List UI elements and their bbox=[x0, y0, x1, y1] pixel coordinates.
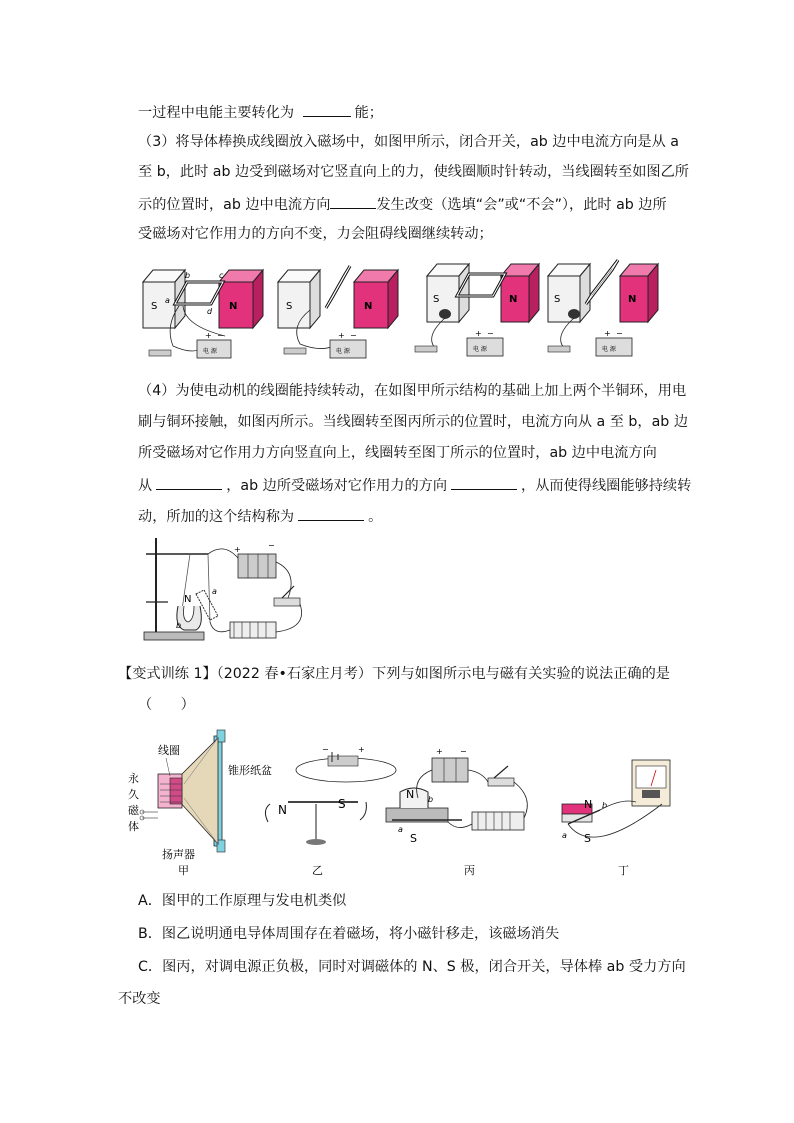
variant-question-title: 【变式训练 1】（2022 春•石家庄月考）下列与如图所示电与磁有关实验的说法正确的是 bbox=[118, 666, 670, 682]
fill-blank[interactable] bbox=[451, 474, 517, 490]
fill-blank[interactable] bbox=[156, 474, 222, 490]
motor-panel-jia bbox=[143, 270, 263, 358]
experiment-bing-motor bbox=[386, 747, 527, 877]
option-a[interactable]: A．图甲的工作原理与发电机类似 bbox=[138, 893, 347, 909]
coil-label-b: b bbox=[185, 271, 191, 280]
magnet-caption-char: 久 bbox=[128, 788, 139, 801]
plus-sign: + bbox=[338, 331, 345, 340]
magnet-caption-char: 磁 bbox=[128, 804, 139, 817]
text-line: （4）为使电动机的线圈能持续转动，在如图甲所示结构的基础上加上两个半铜环，用电 bbox=[138, 383, 687, 399]
coil-label-d: d bbox=[207, 307, 213, 316]
motor-panel-bing bbox=[415, 264, 539, 356]
magnet-n-label: N bbox=[584, 798, 593, 811]
magnet-n-label: N bbox=[509, 294, 518, 305]
magnet-s-label: S bbox=[554, 294, 561, 305]
caption-jia: 甲 bbox=[178, 864, 189, 877]
rod-label-b: b bbox=[428, 795, 434, 804]
power-label: 电 源 bbox=[336, 348, 350, 355]
speaker-caption: 扬声器 bbox=[162, 848, 195, 861]
magnet-s-label: S bbox=[286, 301, 293, 312]
magnet-n-label: N bbox=[406, 788, 415, 801]
fill-blank[interactable] bbox=[303, 101, 351, 117]
option-c[interactable]: C．图丙，对调电源正负极，同时对调磁体的 N、S 极，闭合开关，导体棒 ab 受力方向 bbox=[138, 959, 686, 975]
text-line bbox=[138, 101, 383, 123]
text-line: （3）将导体棒换成线圈放入磁场中，如图甲所示，闭合开关，ab 边中电流方向是从 a bbox=[138, 134, 680, 150]
text-line: 所受磁场对它作用力方向竖直向上，线圈转至图丁所示的位置时，ab 边中电流方向 bbox=[138, 445, 657, 461]
magnet-n-label: N bbox=[364, 301, 373, 312]
minus-sign: − bbox=[616, 329, 623, 338]
minus-sign: − bbox=[268, 541, 275, 550]
text-segment: ，从而使得线圈能够持续转 bbox=[521, 478, 692, 494]
cone-caption: 锥形纸盆 bbox=[228, 764, 272, 777]
coil-label-a: a bbox=[165, 296, 170, 305]
text-line bbox=[138, 505, 382, 527]
magnet-n-label: N bbox=[229, 301, 238, 312]
text-segment: 从 bbox=[138, 478, 153, 494]
minus-sign: − bbox=[322, 745, 329, 754]
power-label: 电 源 bbox=[203, 348, 217, 355]
answer-bracket: （ ） bbox=[138, 697, 195, 713]
text-segment: 示的位置时，ab 边中电流方向 bbox=[138, 197, 331, 213]
text-segment: 能； bbox=[354, 105, 383, 121]
coil-caption: 线圈 bbox=[158, 744, 180, 757]
text-line: 至 b，此时 ab 边受到磁场对它竖直向上的力，使线圈顺时针转动，当线圈转至如图乙所 bbox=[138, 164, 689, 180]
magnet-n-label: N bbox=[628, 294, 637, 305]
coil-label-b: b bbox=[176, 621, 182, 630]
text-line bbox=[138, 193, 667, 215]
rod-label-b: b bbox=[602, 801, 608, 810]
text-segment: ，ab 边所受磁场对它作用力的方向 bbox=[226, 478, 448, 494]
plus-sign: + bbox=[436, 747, 443, 756]
plus-sign: + bbox=[358, 745, 365, 754]
text-line: 受磁场对它作用力的方向不变，力会阻碍线圈继续转动； bbox=[138, 226, 493, 242]
magnet-caption-char: 体 bbox=[128, 820, 139, 833]
magnet-n-label: N bbox=[184, 594, 192, 605]
coil-label-c: c bbox=[219, 271, 224, 280]
plus-sign: + bbox=[205, 331, 212, 340]
text-line: 刷与铜环接触，如图丙所示。当线圈转至图丙所示的位置时，电流方向从 a 至 b，ab 边 bbox=[138, 414, 689, 430]
magnet-s-label: S bbox=[151, 301, 158, 312]
text-segment: 动，所加的这个结构称为 bbox=[138, 509, 295, 525]
magnet-s-label: S bbox=[433, 294, 440, 305]
experiment-yi-oersted bbox=[265, 745, 396, 877]
text-segment: 。 bbox=[368, 509, 383, 525]
magnet-caption-char: 永 bbox=[128, 772, 139, 785]
option-b[interactable]: B．图乙说明通电导体周围存在着磁场，将小磁针移走，该磁场消失 bbox=[138, 926, 560, 942]
experiment-ding-galvanometer bbox=[562, 760, 670, 877]
magnet-s-label: S bbox=[584, 832, 591, 845]
minus-sign: − bbox=[350, 331, 357, 340]
text-line bbox=[138, 474, 691, 496]
plus-sign: + bbox=[604, 329, 611, 338]
four-experiments-figure bbox=[122, 728, 698, 880]
motor-commutator-figure bbox=[138, 532, 310, 646]
option-c-continued: 不改变 bbox=[118, 991, 161, 1007]
rod-label-a: a bbox=[562, 831, 567, 840]
fill-blank[interactable] bbox=[330, 193, 376, 209]
minus-sign: − bbox=[487, 329, 494, 338]
text-segment: 一过程中电能主要转化为 bbox=[138, 105, 295, 121]
minus-sign: − bbox=[217, 331, 224, 340]
coil-label-a: a bbox=[212, 587, 217, 596]
caption-ding: 丁 bbox=[618, 864, 629, 877]
experiment-jia-speaker bbox=[128, 730, 272, 877]
motor-panel-yi bbox=[278, 266, 398, 358]
plus-sign: + bbox=[475, 329, 482, 338]
power-label: 电 源 bbox=[473, 346, 487, 353]
caption-bing: 丙 bbox=[464, 864, 475, 877]
motor-panel-ding bbox=[548, 260, 658, 356]
fill-blank[interactable] bbox=[298, 505, 364, 521]
magnet-s-label: S bbox=[410, 832, 417, 845]
motor-diagrams-figure bbox=[135, 256, 660, 364]
rod-label-a: a bbox=[398, 825, 403, 834]
text-segment: 发生改变（选填“会”或“不会”），此时 ab 边所 bbox=[376, 197, 667, 213]
minus-sign: − bbox=[460, 747, 467, 756]
plus-sign: + bbox=[234, 545, 241, 554]
power-label: 电 源 bbox=[602, 346, 616, 353]
caption-yi: 乙 bbox=[312, 864, 323, 877]
needle-n-label: N bbox=[278, 803, 287, 817]
needle-s-label: S bbox=[338, 797, 346, 811]
